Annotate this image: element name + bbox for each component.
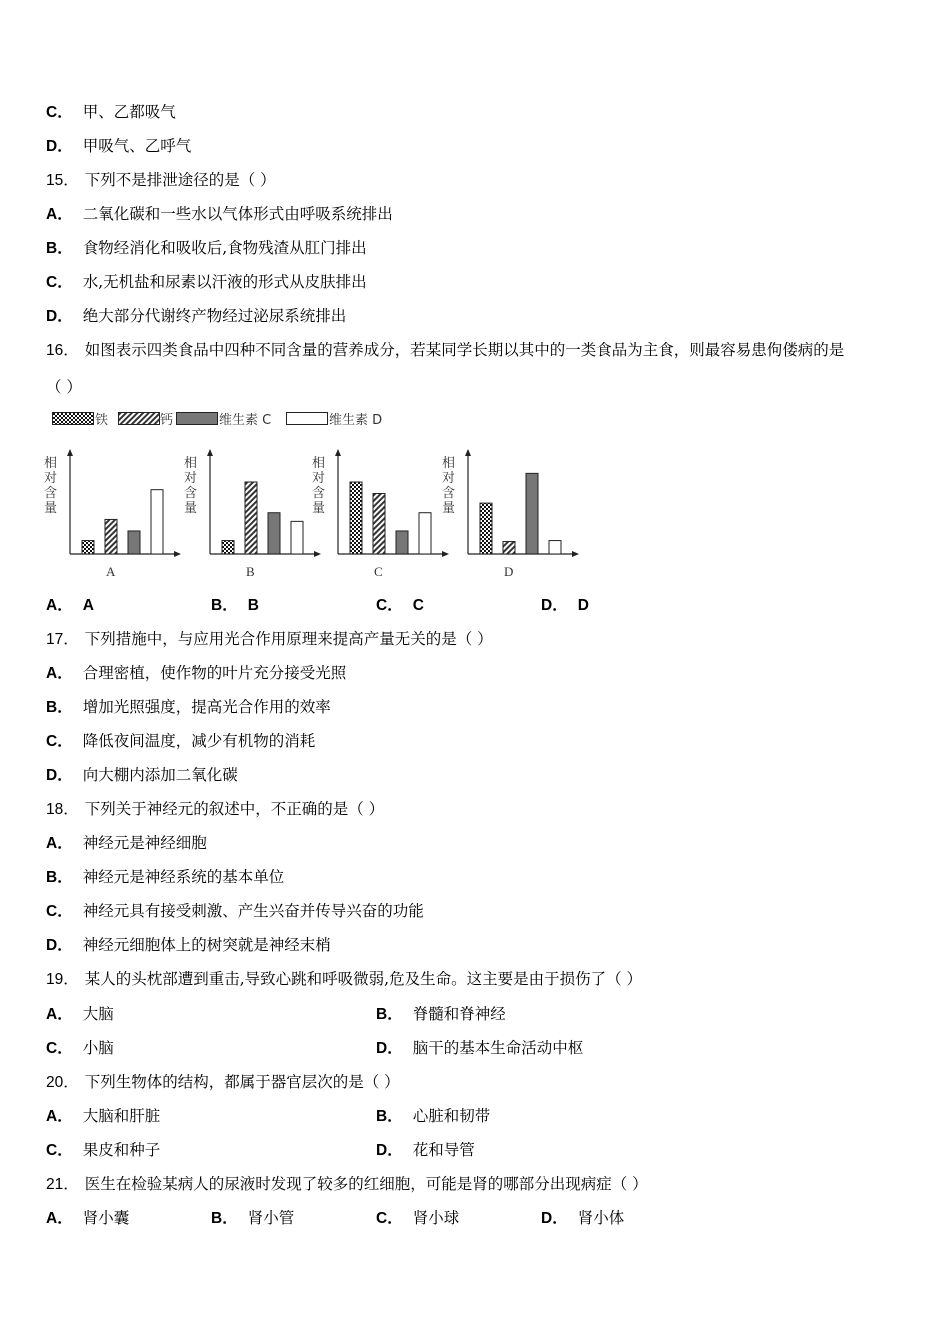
option-text: 神经元是神经系统的基本单位	[82, 868, 285, 886]
q14-option-d	[46, 136, 191, 157]
chart-b	[184, 448, 324, 578]
legend-label-iron: 铁	[95, 413, 109, 428]
option-label: A．	[46, 835, 73, 852]
question-16-cont	[46, 377, 82, 397]
option-label: A．	[46, 665, 73, 682]
chart-a	[44, 448, 184, 578]
option-label: B．	[46, 699, 73, 716]
option-label: A．	[46, 1210, 73, 1227]
option-label: C．	[46, 733, 73, 750]
x-axis-arrow	[174, 551, 181, 557]
chart-ylabel: 相对含量	[44, 456, 58, 516]
q19-options-row1	[46, 1004, 506, 1025]
bar-calcium	[245, 482, 257, 554]
option-label: D．	[46, 937, 73, 954]
q19-option-d	[376, 1038, 583, 1059]
option-text: 肾小囊	[82, 1209, 130, 1227]
option-text: 大脑和肝脏	[82, 1107, 161, 1125]
option-text: 肾小体	[577, 1209, 625, 1227]
question-number: 16．	[46, 342, 79, 359]
question-21	[46, 1174, 648, 1195]
bar-vitc	[128, 531, 140, 554]
chart-ylabel: 相对含量	[184, 456, 198, 516]
legend-label-vitc: 维生素 C	[219, 413, 272, 428]
option-label: C．	[376, 597, 403, 614]
q17-option-a	[46, 663, 346, 684]
option-text: 小脑	[82, 1039, 114, 1057]
question-15	[46, 170, 276, 191]
chart-plot	[442, 448, 582, 563]
chart-name: A	[106, 564, 116, 579]
question-number: 15．	[46, 172, 79, 189]
chart-name: B	[246, 564, 255, 579]
question-number: 18．	[46, 801, 79, 818]
q16-option-d	[541, 595, 599, 616]
option-text: A	[82, 597, 94, 614]
q16-option-c	[376, 595, 434, 616]
option-text: 食物经消化和吸收后,食物残渣从肛门排出	[82, 239, 367, 257]
option-label: B．	[46, 240, 73, 257]
bar-vitd	[151, 490, 163, 554]
q18-option-a	[46, 833, 207, 854]
question-text: 下列不是排泄途径的是（ ）	[84, 171, 276, 189]
question-number: 20．	[46, 1074, 79, 1091]
option-text: 果皮和种子	[82, 1141, 161, 1159]
option-text: 增加光照强度，提高光合作用的效率	[82, 698, 331, 716]
option-label: A．	[46, 206, 73, 223]
question-number: 21．	[46, 1176, 79, 1193]
option-text: 神经元具有接受刺激、产生兴奋并传导兴奋的功能	[82, 902, 424, 920]
bar-vitd	[419, 513, 431, 554]
option-label: D．	[541, 1210, 568, 1227]
option-label: C．	[46, 1142, 73, 1159]
chart-d	[442, 448, 582, 578]
option-label: D．	[46, 308, 73, 325]
bar-iron	[480, 503, 492, 554]
q20-option-a	[46, 1107, 160, 1125]
chart-ylabel: 相对含量	[442, 456, 456, 516]
bar-calcium	[105, 519, 117, 554]
q21-option-a	[46, 1208, 129, 1229]
option-text: 甲吸气、乙呼气	[82, 137, 192, 155]
legend-swatch-vitd	[286, 412, 328, 425]
bar-iron	[222, 541, 234, 554]
question-text: 如图表示四类食品中四种不同含量的营养成分，若某同学长期以其中的一类食品为主食，则最容易患佝偻病的是	[84, 341, 845, 359]
q17-option-d	[46, 765, 238, 786]
option-label: C．	[46, 1040, 73, 1057]
option-label: A．	[46, 1006, 73, 1023]
option-text: 肾小管	[247, 1209, 295, 1227]
option-label: C．	[376, 1210, 403, 1227]
option-text: 甲、乙都吸气	[82, 103, 176, 121]
option-label: D．	[46, 138, 73, 155]
option-text: B	[247, 597, 259, 614]
option-text: 二氧化碳和一些水以气体形式由呼吸系统排出	[82, 205, 393, 223]
chart-c	[312, 448, 452, 578]
option-text: 水,无机盐和尿素以汗液的形式从皮肤排出	[82, 273, 367, 291]
question-text: 下列关于神经元的叙述中，不正确的是（ ）	[84, 800, 385, 818]
legend-swatch-iron	[52, 412, 94, 425]
option-text: D	[577, 597, 589, 614]
option-label: B．	[211, 597, 238, 614]
q17-option-b	[46, 697, 331, 718]
q20-option-c	[46, 1141, 160, 1159]
option-label: D．	[541, 597, 568, 614]
option-text: 大脑	[82, 1005, 114, 1023]
option-label: A．	[46, 1108, 73, 1125]
question-text: 下列措施中，与应用光合作用原理来提高产量无关的是（ ）	[84, 630, 493, 648]
q19-option-a	[46, 1005, 114, 1023]
q16-option-a	[46, 595, 104, 616]
option-text: 神经元是神经细胞	[82, 834, 207, 852]
option-text: 绝大部分代谢终产物经过泌尿系统排出	[82, 307, 347, 325]
chart-plot	[44, 448, 184, 563]
option-label: D．	[376, 1040, 403, 1057]
chart-name: C	[374, 564, 383, 579]
option-label: C．	[46, 274, 73, 291]
q19-option-c	[46, 1039, 114, 1057]
option-text: 向大棚内添加二氧化碳	[82, 766, 238, 784]
bar-vitc	[526, 473, 538, 554]
option-label: B．	[46, 869, 73, 886]
bar-calcium	[503, 542, 515, 554]
option-label: D．	[376, 1142, 403, 1159]
q18-option-b	[46, 867, 284, 888]
bar-calcium	[373, 494, 385, 554]
option-text: 心脏和韧带	[412, 1107, 491, 1125]
option-text: 花和导管	[412, 1141, 475, 1159]
q17-option-c	[46, 731, 315, 752]
bar-iron	[350, 482, 362, 554]
option-text: 神经元细胞体上的树突就是神经末梢	[82, 936, 331, 954]
q20-options-row2	[46, 1140, 475, 1161]
y-axis-arrow	[465, 449, 471, 456]
option-text: 脑干的基本生命活动中枢	[412, 1039, 584, 1057]
q19-option-b	[376, 1004, 506, 1025]
option-label: C．	[46, 104, 73, 121]
q15-option-d	[46, 306, 346, 327]
q21-option-d	[541, 1208, 624, 1229]
option-label: B．	[376, 1108, 403, 1125]
option-label: D．	[46, 767, 73, 784]
q15-option-c	[46, 272, 367, 293]
q21-option-c	[376, 1208, 459, 1229]
chart-plot	[184, 448, 324, 563]
q15-option-b	[46, 238, 367, 259]
question-19	[46, 969, 642, 990]
legend-swatch-calcium	[118, 412, 160, 425]
bar-vitc	[268, 513, 280, 554]
y-axis-arrow	[207, 449, 213, 456]
q21-option-b	[211, 1208, 294, 1229]
chart-name: D	[504, 564, 514, 579]
chart-ylabel: 相对含量	[312, 456, 326, 516]
bar-iron	[82, 541, 94, 554]
option-label: B．	[376, 1006, 403, 1023]
y-axis-arrow	[67, 449, 73, 456]
chart-plot	[312, 448, 452, 563]
q18-option-c	[46, 901, 424, 922]
option-label: B．	[211, 1210, 238, 1227]
q20-option-b	[376, 1106, 490, 1127]
bar-vitc	[396, 531, 408, 554]
q16-option-b	[211, 595, 269, 616]
question-17	[46, 629, 493, 650]
q15-option-a	[46, 204, 393, 225]
q20-options-row1	[46, 1106, 491, 1127]
option-text: C	[412, 597, 424, 614]
legend-label-vitd: 维生素 D	[329, 413, 383, 428]
option-text: 降低夜间温度，减少有机物的消耗	[82, 732, 316, 750]
legend-label-calcium: 钙	[160, 413, 174, 428]
q14-option-c	[46, 102, 176, 123]
question-text: 下列生物体的结构，都属于器官层次的是（ ）	[84, 1073, 400, 1091]
question-20	[46, 1072, 400, 1093]
option-label: C．	[46, 903, 73, 920]
option-label: A．	[46, 597, 73, 614]
question-text: 医生在检验某病人的尿液时发现了较多的红细胞，可能是肾的哪部分出现病症（ ）	[84, 1175, 648, 1193]
question-16	[46, 340, 844, 361]
y-axis-arrow	[335, 449, 341, 456]
bar-vitd	[291, 521, 303, 554]
question-paren: （ ）	[46, 378, 82, 396]
option-text: 脊髓和脊神经	[412, 1005, 506, 1023]
option-text: 肾小球	[412, 1209, 460, 1227]
legend-swatch-vitc	[176, 412, 218, 425]
bar-vitd	[549, 541, 561, 554]
q18-option-d	[46, 935, 331, 956]
q19-options-row2	[46, 1038, 584, 1059]
question-number: 19．	[46, 971, 79, 988]
question-18	[46, 799, 384, 820]
option-text: 合理密植，使作物的叶片充分接受光照	[82, 664, 347, 682]
q20-option-d	[376, 1140, 475, 1161]
x-axis-arrow	[572, 551, 579, 557]
question-text: 某人的头枕部遭到重击,导致心跳和呼吸微弱,危及生命。这主要是由于损伤了（ ）	[84, 970, 643, 988]
question-number: 17．	[46, 631, 79, 648]
